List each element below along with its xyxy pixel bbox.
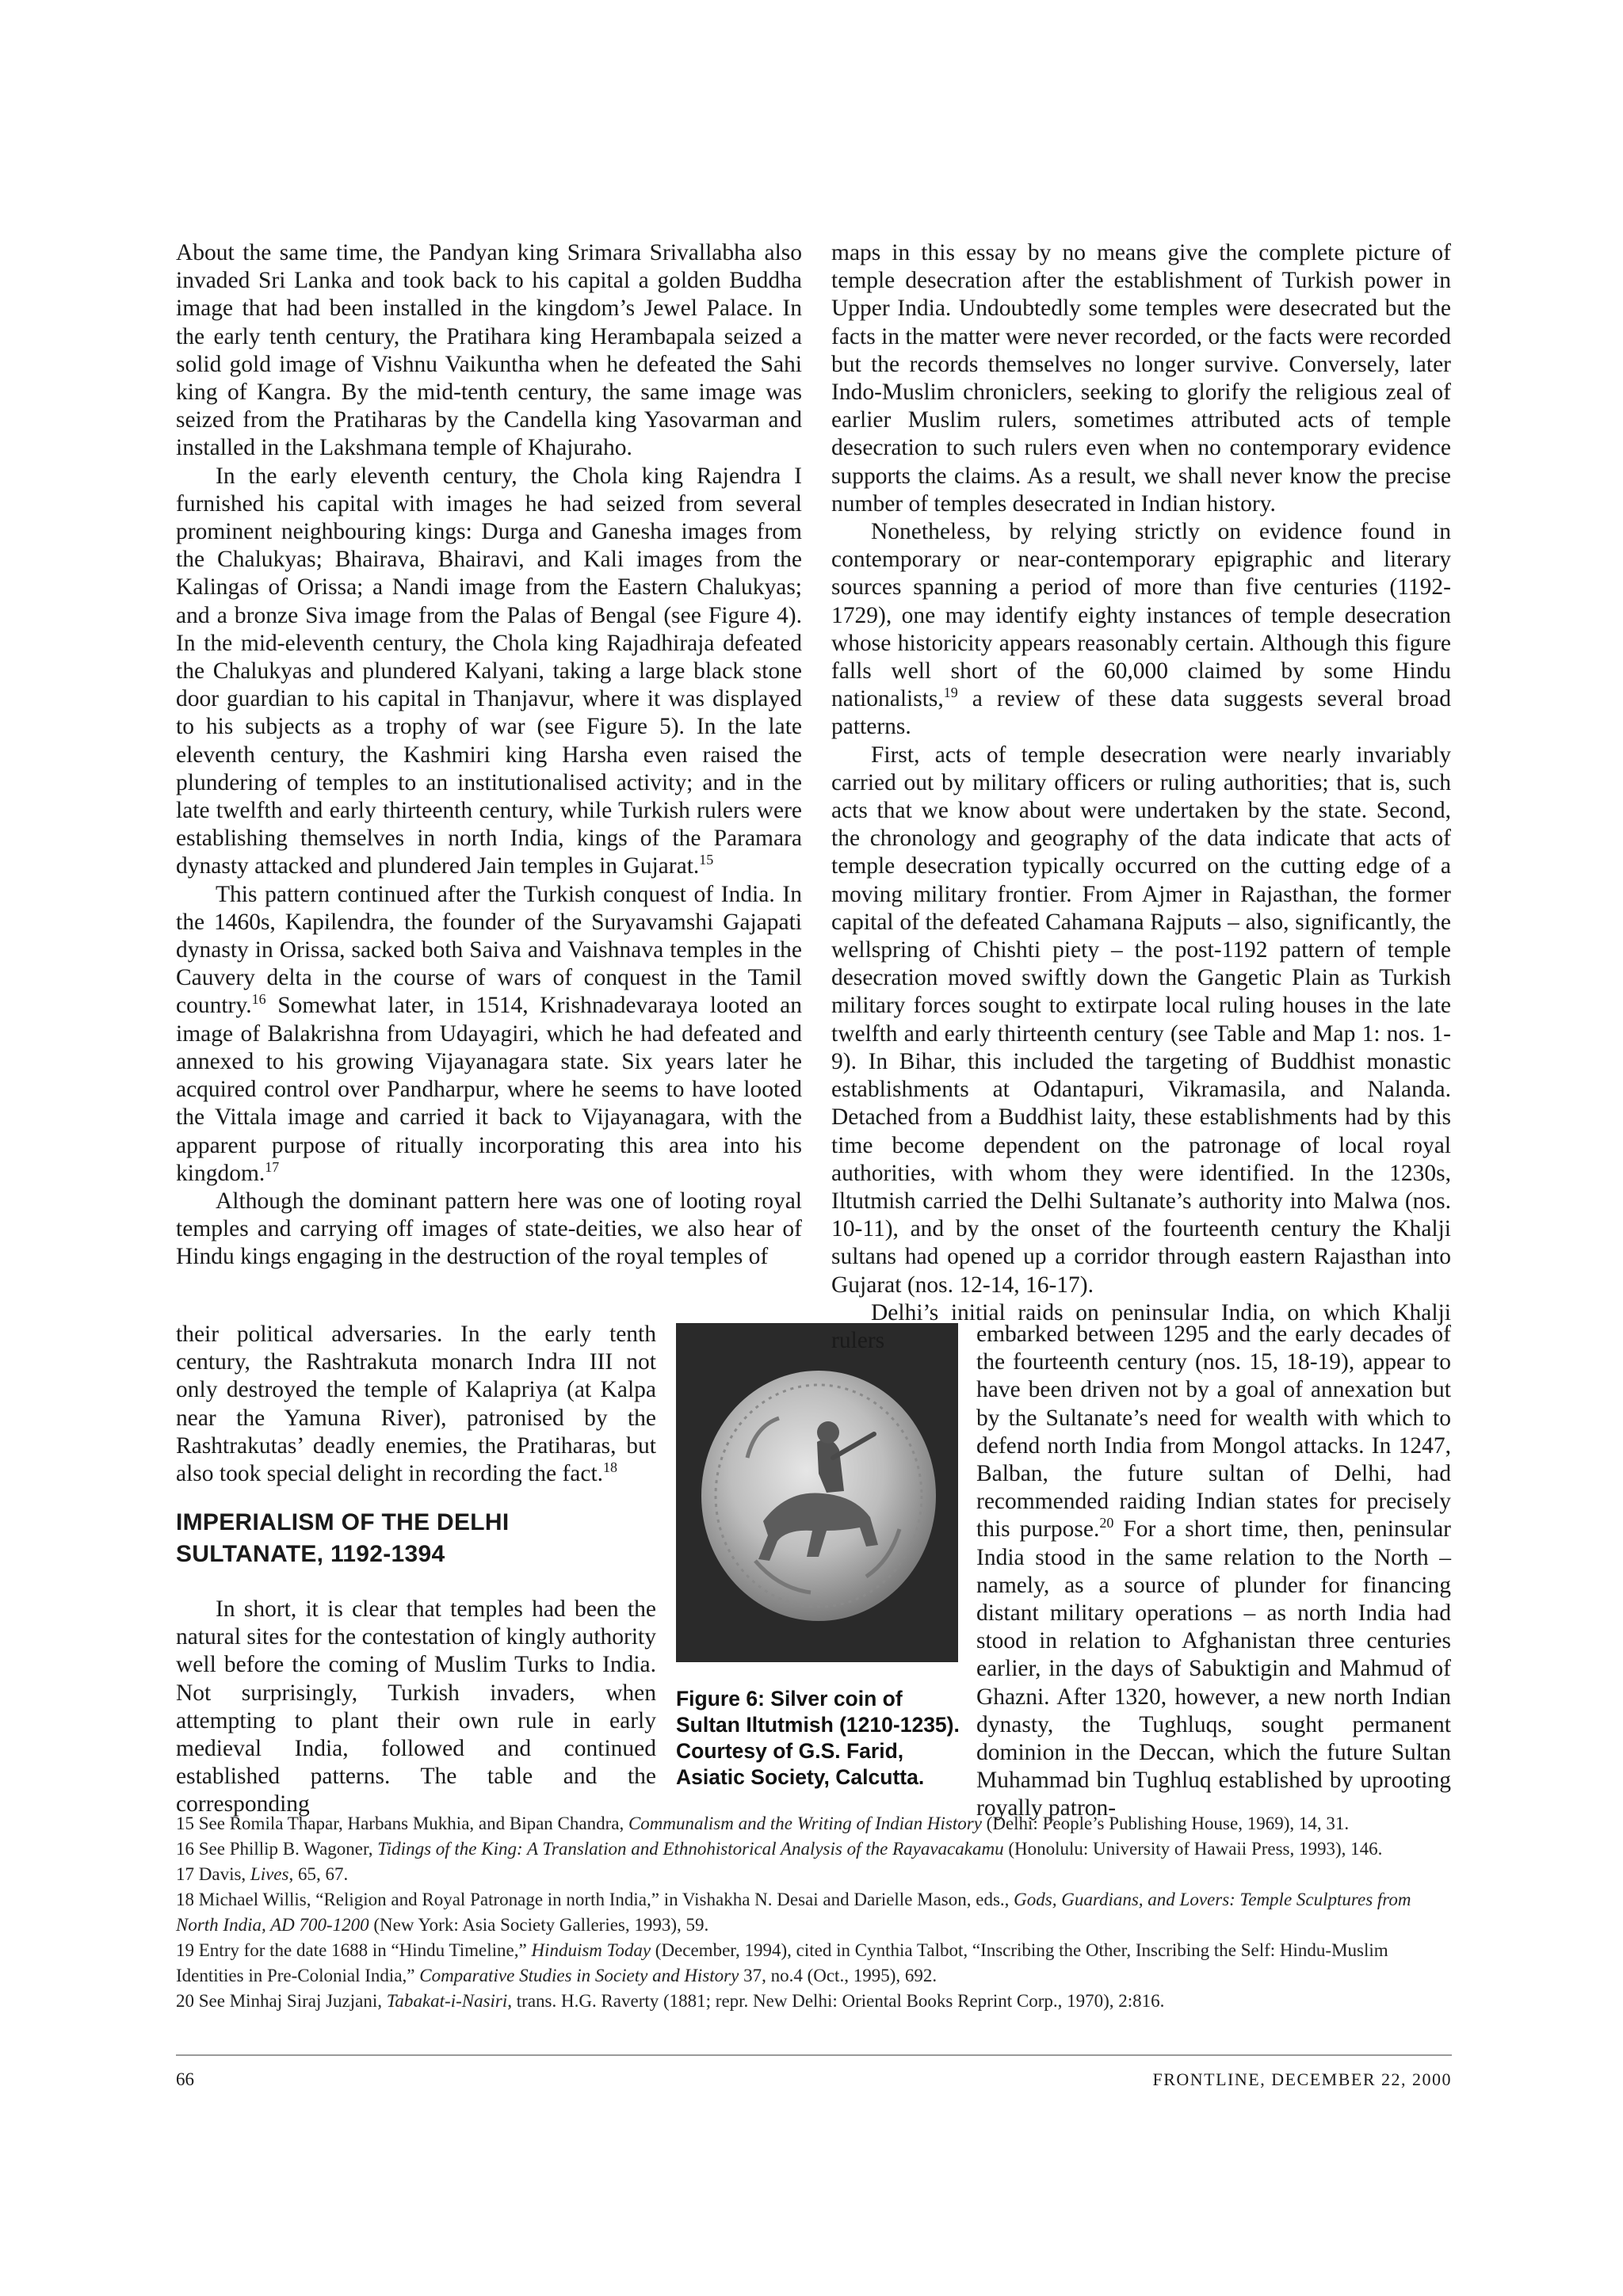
footnote-ref[interactable]: 19 (943, 685, 958, 701)
paragraph: their political adversaries. In the early tenth century, the Rashtrakuta monarch Indra III not only destroyed the temple of Kalapriya (at Kalpa near the Yamuna River), patronised by the Rashtrakutas’ deadly enemies, the Pratiharas, but also took special delight in recording the fact.$^{18}$ (176, 1322, 656, 1487)
paragraph: Delhi’s initial raids on peninsular India, on which Khalji rulers (831, 1299, 1451, 1353)
paragraph: This pattern continued after the Turkish conquest of India. In the 1460s, Kapilendra, the founder of the Suryavamshi Gajapati dynasty in Orissa, sacked both Saiva and Vaishnava temples in the Cauvery delta in the course of wars of conquest in the Tamil country.$^{16}$ Somewhat later, in 1514, Krishnadevaraya looted an image of Balakrishna from Udayagiri, which he had defeated and annexed to his growing Vijayanagara state. Six years later he acquired control over Pandharpur, where he seems to have looted the Vittala image and carried it back to Vijayanagara, with the apparent purpose of ritually incorporating this area into his kingdom.$^{17}$ (176, 881, 802, 1186)
footnote: 20 See Minhaj Siraj Juzjani, Tabakat-i-Nasiri, trans. H.G. Raverty (1881; repr. New Delhi: Oriental Books Reprint Corp., 1970), 2:816. (176, 1991, 1165, 2011)
left-column (176, 239, 802, 1272)
paragraph: In the early eleventh century, the Chola king Rajendra I furnished his capital with images he had seized from several prominent neighbouring kings: Durga and Ganesha images from the Chalukyas; Bhairava, Bhairavi, and Kali images from the Kalingas of Orissa; a Nandi image from the Eastern Chalukyas; and a bronze Siva image from the Palas of Bengal (see Figure 4). In the mid-eleventh century, the Chola king Rajadhiraja defeated the Chalukyas and plundered Kalyani, taking a large black stone door guardian to his capital in Thanjavur, where it was displayed to his subjects as a trophy of war (see Figure 5). In the late eleventh century, the Kashmiri king Harsha even raised the plundering of temples to an institutionalised activity; and in the late twelfth and early thirteenth century, while Turkish rulers were establishing themselves in north India, kings of the Paramara dynasty attacked and plundered Jain temples in Gujarat.$^{15}$ (176, 463, 802, 879)
right-column (831, 239, 1451, 1355)
paragraph: maps in this essay by no means give the complete picture of temple desecration after the establishment of Turkish power in Upper India. Undoubtedly some temples were desecrated but the facts in the matter were never recorded, or the facts were recorded but the records themselves no longer survive. Conversely, later Indo-Muslim chroniclers, seeking to glorify the religious zeal of earlier Muslim rulers, sometimes attributed acts of temple desecration to such rulers even when no contemporary evidence supports the claims. As a result, we shall never know the precise number of temples desecrated in Indian history. (831, 240, 1451, 517)
footnote-ref[interactable]: 20 (1099, 1515, 1114, 1531)
footnote-ref[interactable]: 18 (603, 1459, 618, 1476)
publication-line: FRONTLINE, DECEMBER 22, 2000 (1152, 2069, 1452, 2089)
silver-coin-image (676, 1323, 958, 1662)
footnotes (176, 1811, 1452, 2014)
footnote: 15 See Romila Thapar, Harbans Mukhia, and Bipan Chandra, Communalism and the Writing of Indian History (Delhi: People’s Publishing House, 1969), 14, 31. (176, 1814, 1350, 1833)
section-heading: IMPERIALISM OF THE DELHI SULTANATE, 1192-1394 (176, 1509, 510, 1567)
left-column-section-text (176, 1596, 656, 1819)
footnote: 16 See Phillip B. Wagoner, Tidings of the King: A Translation and Ethnohistorical Analysis of the Rayavacakamu (Honolulu: University of Hawaii Press, 1993), 146. (176, 1839, 1383, 1859)
paragraph: Nonetheless, by relying strictly on evidence found in contemporary or near-contemporary epigraphic and literary sources spanning a period of more than five centuries (1192-1729), one may identify eighty instances of temple desecration whose historicity appears reasonably certain. Although this figure falls well short of the 60,000 claimed by some Hindu nationalists,$^{19}$ a review of these data suggests several broad patterns. (831, 519, 1451, 740)
footnote-ref[interactable]: 17 (265, 1158, 280, 1175)
left-column-continued (176, 1321, 656, 1488)
right-column-continued (976, 1321, 1451, 1823)
paragraph: Although the dominant pattern here was one of looting royal temples and carrying off images of state-deities, we also hear of Hindu kings engaging in the destruction of the royal temples of (176, 1188, 802, 1270)
figure-caption: Figure 6: Silver coin of Sultan Iltutmish (1210-1235). Courtesy of G.S. Farid, Asiatic Society, Calcutta. (676, 1687, 960, 1789)
paragraph: First, acts of temple desecration were nearly invariably carried out by military officers or ruling authorities; that is, such acts that we know about were undertaken by the state. Second, the chronology and geography of the data indicate that acts of temple desecration typically occurred on the cutting edge of a moving military frontier. From Ajmer in Rajasthan, the former capital of the defeated Cahamana Rajputs – also, significantly, the wellspring of Chishti piety – the post-1192 pattern of temple desecration moved swiftly down the Gangetic Plain as Turkish military forces sought to extirpate local ruling houses in the late twelfth and early thirteenth century (see Table and Map 1: nos. 1-9). In Bihar, this included the targeting of Buddhist monastic establishments at Odantapuri, Vikramasila, and Nalanda. Detached from a Buddhist laity, these establishments had by this time become dependent on the patronage of local royal authorities, with whom they were identified. In the 1230s, Iltutmish carried the Delhi Sultanate’s authority into Malwa (nos. 10-11), and by the onset of the fourteenth century the Khalji sultans had opened up a corridor through eastern Rajasthan into Gujarat (nos. 12-14, 16-17). (831, 742, 1451, 1298)
paragraph: embarked between 1295 and the early decades of the fourteenth century (nos. 15, 18-19), appear to have been driven not by a goal of annexation but by the Sultanate’s need for wealth with which to defend north India from Mongol attacks. In 1247, Balban, the future sultan of Delhi, had recommended raiding Indian states for precisely this purpose.$^{20}$ For a short time, then, peninsular India stood in the same relation to the North – namely, as a source of plunder for financing distant military operations – as north India had stood in relation to Afghanistan three centuries earlier, in the days of Sabuktigin and Mahmud of Ghazni. After 1320, however, a new north Indian dynasty, the Tughluqs, sought permanent dominion in the Deccan, which the future Sultan Muhammad bin Tughluq established by uprooting royally patron- (976, 1322, 1451, 1821)
figure-6 (676, 1323, 961, 1791)
page-number: 66 (176, 2069, 194, 2089)
footnote: 18 Michael Willis, “Religion and Royal Patronage in north India,” in Vishakha N. Desai and Darielle Mason, eds., Gods, Guardians, and Lovers: Temple Sculptures from North India, AD 700-1200 (New York: Asia Society Galleries, 1993), 59. (176, 1890, 1411, 1935)
footnote: 17 Davis, Lives, 65, 67. (176, 1864, 349, 1884)
footnote: 19 Entry for the date 1688 in “Hindu Timeline,” Hinduism Today (December, 1994), cited in Cynthia Talbot, “Inscribing the Other, Inscribing the Self: Hindu-Muslim Identities in Pre-Colonial India,” Comparative Studies in Society and History 37, no.4 (Oct., 1995), 692. (176, 1940, 1388, 1985)
footer-rule (176, 2054, 1452, 2056)
footnote-ref[interactable]: 15 (699, 852, 714, 868)
footnote-ref[interactable]: 16 (251, 991, 266, 1008)
paragraph: In short, it is clear that temples had been the natural sites for the contestation of kingly authority well before the coming of Muslim Turks to India. Not surprisingly, Turkish invaders, when attempting to plant their own rule in early medieval India, followed and continued established patterns. The table and the corresponding (176, 1596, 656, 1817)
paragraph: About the same time, the Pandyan king Srimara Srivallabha also invaded Sri Lanka and took back to his capital a golden Buddha image that had been installed in the kingdom’s Jewel Palace. In the early tenth century, the Pratihara king Herambapala seized a solid gold image of Vishnu Vaikuntha when he defeated the Sahi king of Kangra. By the mid-tenth century, the same image was seized from the Pratiharas by the Candella king Yasovarman and installed in the Lakshmana temple of Khajuraho. (176, 240, 802, 461)
coin-photo (676, 1323, 958, 1662)
